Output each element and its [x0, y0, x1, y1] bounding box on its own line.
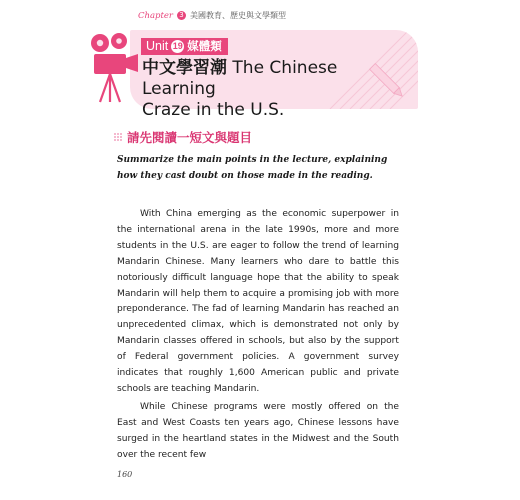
unit-number-badge: 19 — [172, 41, 183, 51]
dotted-bullet-icon — [113, 132, 123, 142]
passage-paragraph-2: While Chinese programs were mostly offered on the East and West Coasts ten years ago, Chinese lessons have surged in the heartland states in the Midwest and the South over the recent few — [117, 402, 399, 460]
section-heading — [113, 128, 252, 146]
chapter-label: Chapter — [138, 10, 173, 21]
running-header — [138, 10, 286, 21]
title-english-line1: The Chinese Learning — [142, 58, 338, 99]
film-projector-icon — [84, 32, 142, 104]
passage-paragraph-1: With China emerging as the economic superpower in the international arena in the late 1990s, more and more students in the U.S. are eager to follow the trend of learning Mandarin Chinese. Many learners who dare to battle this notoriously difficult language hope that the ability to speak Mandarin will help them to acquire a promising job with more preponderance. The fad of learning Mandarin has reached an unprecedented climax, which is demonstrated not only by Mandarin classes offered in schools, but also by the support of Federal government policies. A government survey indicates that roughly 1,600 American public and private schools are teaching Mandarin. — [117, 209, 399, 394]
unit-tag — [141, 38, 228, 55]
task-instruction: Summarize the main points in the lecture, explaining how they cast doubt on those made in the reading. — [117, 155, 388, 181]
unit-title — [142, 58, 412, 121]
unit-topic: 媒體類 — [187, 39, 222, 53]
section-heading-text: 請先閱讀一短文與題目 — [127, 130, 253, 145]
unit-label: Unit — [146, 39, 169, 53]
chapter-number-badge: 3 — [177, 11, 186, 20]
chapter-title: 美國教育、歷史與文學類型 — [190, 11, 286, 20]
title-chinese: 中文學習潮 — [142, 58, 227, 78]
title-english-line2: Craze in the U.S. — [142, 100, 285, 120]
page-number: 160 — [117, 470, 133, 479]
